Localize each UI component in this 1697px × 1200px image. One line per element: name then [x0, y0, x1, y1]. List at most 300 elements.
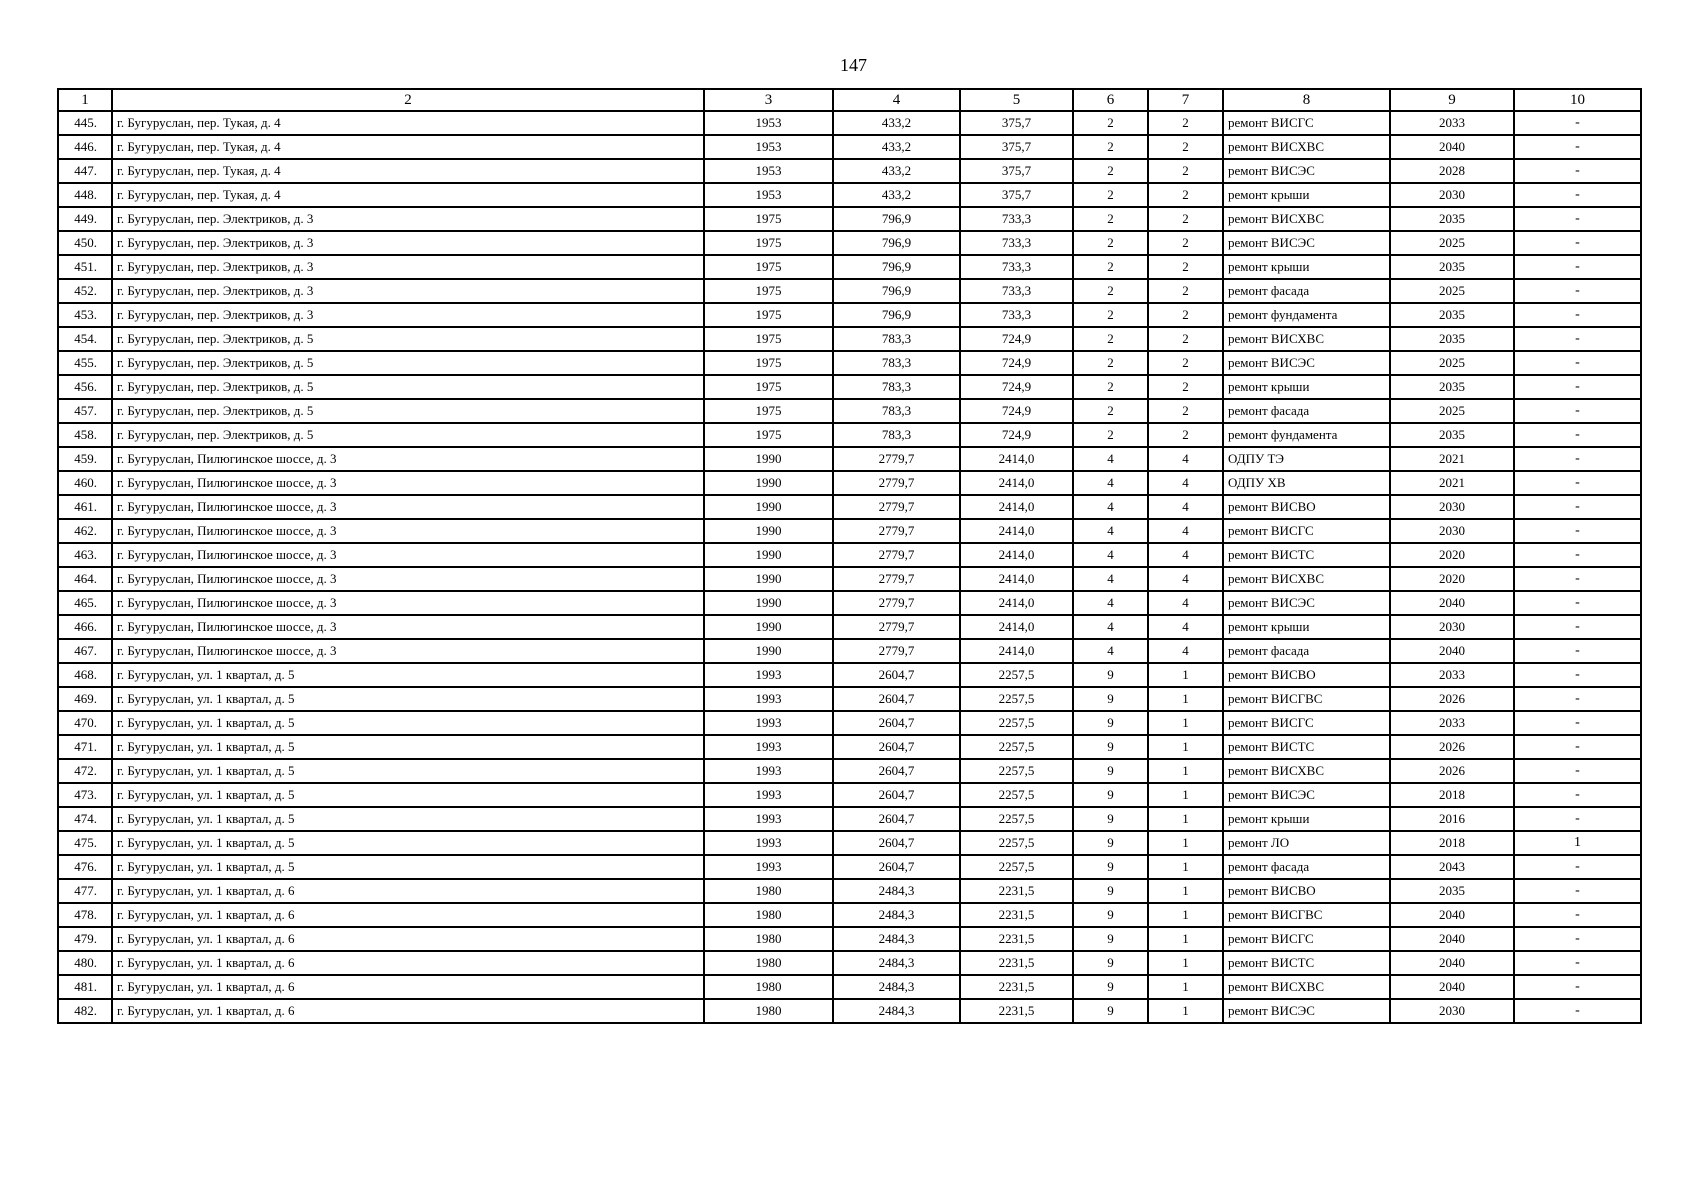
column-header-8: 8 — [1223, 89, 1390, 111]
cell-year-built: 1953 — [704, 135, 833, 159]
cell-value-10: - — [1514, 711, 1641, 735]
cell-work-type: ремонт ВИСЭС — [1223, 999, 1390, 1023]
cell-year-built: 1980 — [704, 975, 833, 999]
cell-living-area: 2257,5 — [960, 807, 1073, 831]
cell-floors: 9 — [1073, 687, 1148, 711]
cell-living-area: 2257,5 — [960, 735, 1073, 759]
cell-year-built: 1953 — [704, 183, 833, 207]
cell-planned-year: 2035 — [1390, 207, 1514, 231]
column-header-9: 9 — [1390, 89, 1514, 111]
cell-work-type: ремонт ВИСГС — [1223, 519, 1390, 543]
cell-year-built: 1990 — [704, 495, 833, 519]
cell-year-built: 1993 — [704, 735, 833, 759]
cell-row-number: 455. — [58, 351, 112, 375]
cell-address: г. Бугуруслан, пер. Электриков, д. 3 — [112, 303, 704, 327]
cell-value-10: - — [1514, 999, 1641, 1023]
table-body — [58, 111, 1641, 1023]
cell-work-type: ремонт ВИСЭС — [1223, 783, 1390, 807]
cell-planned-year: 2040 — [1390, 975, 1514, 999]
cell-work-type: ремонт фундамента — [1223, 303, 1390, 327]
cell-address: г. Бугуруслан, Пилюгинское шоссе, д. 3 — [112, 639, 704, 663]
cell-year-built: 1980 — [704, 903, 833, 927]
cell-year-built: 1975 — [704, 327, 833, 351]
cell-floors: 4 — [1073, 519, 1148, 543]
cell-floors: 4 — [1073, 615, 1148, 639]
cell-year-built: 1953 — [704, 111, 833, 135]
cell-work-type: ремонт ВИСГС — [1223, 711, 1390, 735]
cell-address: г. Бугуруслан, пер. Тукая, д. 4 — [112, 135, 704, 159]
cell-planned-year: 2020 — [1390, 543, 1514, 567]
cell-floors: 2 — [1073, 303, 1148, 327]
cell-address: г. Бугуруслан, пер. Тукая, д. 4 — [112, 159, 704, 183]
cell-living-area: 2231,5 — [960, 927, 1073, 951]
cell-entrances: 4 — [1148, 471, 1223, 495]
cell-living-area: 733,3 — [960, 279, 1073, 303]
cell-value-10: - — [1514, 951, 1641, 975]
cell-total-area: 783,3 — [833, 399, 960, 423]
cell-row-number: 451. — [58, 255, 112, 279]
table-row — [58, 807, 1641, 831]
cell-floors: 2 — [1073, 255, 1148, 279]
table-row — [58, 327, 1641, 351]
cell-total-area: 2604,7 — [833, 687, 960, 711]
cell-entrances: 2 — [1148, 327, 1223, 351]
cell-work-type: ремонт ВИСВО — [1223, 663, 1390, 687]
cell-work-type: ремонт ВИСВО — [1223, 879, 1390, 903]
table-row — [58, 663, 1641, 687]
cell-living-area: 2231,5 — [960, 879, 1073, 903]
cell-value-10: - — [1514, 687, 1641, 711]
table-row — [58, 303, 1641, 327]
cell-floors: 9 — [1073, 831, 1148, 855]
cell-address: г. Бугуруслан, ул. 1 квартал, д. 5 — [112, 831, 704, 855]
cell-planned-year: 2040 — [1390, 927, 1514, 951]
cell-value-10: - — [1514, 111, 1641, 135]
cell-planned-year: 2035 — [1390, 879, 1514, 903]
cell-planned-year: 2025 — [1390, 279, 1514, 303]
cell-address: г. Бугуруслан, ул. 1 квартал, д. 5 — [112, 663, 704, 687]
cell-floors: 9 — [1073, 663, 1148, 687]
cell-row-number: 456. — [58, 375, 112, 399]
cell-address: г. Бугуруслан, ул. 1 квартал, д. 6 — [112, 903, 704, 927]
table-row — [58, 591, 1641, 615]
cell-year-built: 1975 — [704, 231, 833, 255]
table-row — [58, 375, 1641, 399]
cell-planned-year: 2040 — [1390, 951, 1514, 975]
cell-row-number: 462. — [58, 519, 112, 543]
cell-work-type: ремонт крыши — [1223, 255, 1390, 279]
table-row — [58, 423, 1641, 447]
cell-value-10: - — [1514, 639, 1641, 663]
column-header-1: 1 — [58, 89, 112, 111]
cell-floors: 9 — [1073, 759, 1148, 783]
cell-work-type: ремонт фундамента — [1223, 423, 1390, 447]
cell-value-10: - — [1514, 375, 1641, 399]
cell-living-area: 375,7 — [960, 183, 1073, 207]
cell-work-type: ремонт ВИСГВС — [1223, 687, 1390, 711]
cell-total-area: 2779,7 — [833, 495, 960, 519]
cell-value-10: - — [1514, 975, 1641, 999]
cell-entrances: 1 — [1148, 807, 1223, 831]
cell-year-built: 1993 — [704, 855, 833, 879]
cell-address: г. Бугуруслан, Пилюгинское шоссе, д. 3 — [112, 543, 704, 567]
cell-year-built: 1975 — [704, 279, 833, 303]
cell-work-type: ремонт ВИСЭС — [1223, 231, 1390, 255]
cell-living-area: 2231,5 — [960, 951, 1073, 975]
cell-living-area: 724,9 — [960, 351, 1073, 375]
cell-address: г. Бугуруслан, Пилюгинское шоссе, д. 3 — [112, 519, 704, 543]
cell-year-built: 1975 — [704, 423, 833, 447]
cell-floors: 2 — [1073, 135, 1148, 159]
cell-value-10: - — [1514, 519, 1641, 543]
cell-floors: 9 — [1073, 999, 1148, 1023]
cell-total-area: 2604,7 — [833, 831, 960, 855]
cell-floors: 9 — [1073, 807, 1148, 831]
cell-entrances: 2 — [1148, 303, 1223, 327]
cell-year-built: 1990 — [704, 519, 833, 543]
cell-entrances: 1 — [1148, 831, 1223, 855]
cell-row-number: 480. — [58, 951, 112, 975]
cell-address: г. Бугуруслан, Пилюгинское шоссе, д. 3 — [112, 567, 704, 591]
table-row — [58, 111, 1641, 135]
table-row — [58, 783, 1641, 807]
cell-entrances: 1 — [1148, 927, 1223, 951]
cell-planned-year: 2021 — [1390, 471, 1514, 495]
cell-address: г. Бугуруслан, ул. 1 квартал, д. 5 — [112, 783, 704, 807]
cell-living-area: 724,9 — [960, 327, 1073, 351]
cell-work-type: ремонт ВИСГС — [1223, 927, 1390, 951]
cell-value-10: - — [1514, 543, 1641, 567]
cell-planned-year: 2035 — [1390, 255, 1514, 279]
cell-entrances: 2 — [1148, 231, 1223, 255]
table-row — [58, 831, 1641, 855]
cell-address: г. Бугуруслан, ул. 1 квартал, д. 5 — [112, 711, 704, 735]
cell-floors: 9 — [1073, 927, 1148, 951]
cell-total-area: 2779,7 — [833, 591, 960, 615]
cell-total-area: 433,2 — [833, 111, 960, 135]
cell-total-area: 796,9 — [833, 255, 960, 279]
table-row — [58, 711, 1641, 735]
cell-row-number: 460. — [58, 471, 112, 495]
cell-entrances: 1 — [1148, 759, 1223, 783]
cell-value-10: - — [1514, 591, 1641, 615]
cell-address: г. Бугуруслан, пер. Электриков, д. 5 — [112, 327, 704, 351]
cell-floors: 4 — [1073, 447, 1148, 471]
cell-row-number: 471. — [58, 735, 112, 759]
cell-planned-year: 2018 — [1390, 783, 1514, 807]
cell-value-10: - — [1514, 495, 1641, 519]
cell-value-10: - — [1514, 927, 1641, 951]
cell-planned-year: 2016 — [1390, 807, 1514, 831]
cell-year-built: 1975 — [704, 303, 833, 327]
cell-work-type: ОДПУ ХВ — [1223, 471, 1390, 495]
cell-year-built: 1975 — [704, 399, 833, 423]
cell-planned-year: 2035 — [1390, 327, 1514, 351]
cell-value-10: - — [1514, 255, 1641, 279]
cell-row-number: 468. — [58, 663, 112, 687]
table-row — [58, 447, 1641, 471]
cell-entrances: 1 — [1148, 999, 1223, 1023]
cell-living-area: 2414,0 — [960, 615, 1073, 639]
cell-work-type: ремонт ВИСЭС — [1223, 351, 1390, 375]
repair-schedule-table — [57, 88, 1642, 1024]
cell-row-number: 466. — [58, 615, 112, 639]
cell-row-number: 446. — [58, 135, 112, 159]
cell-year-built: 1975 — [704, 375, 833, 399]
cell-total-area: 783,3 — [833, 327, 960, 351]
cell-total-area: 2604,7 — [833, 759, 960, 783]
cell-entrances: 1 — [1148, 975, 1223, 999]
cell-floors: 2 — [1073, 423, 1148, 447]
cell-row-number: 452. — [58, 279, 112, 303]
cell-entrances: 2 — [1148, 207, 1223, 231]
cell-total-area: 796,9 — [833, 279, 960, 303]
cell-address: г. Бугуруслан, ул. 1 квартал, д. 5 — [112, 735, 704, 759]
cell-floors: 4 — [1073, 567, 1148, 591]
cell-total-area: 2484,3 — [833, 927, 960, 951]
table-row — [58, 879, 1641, 903]
cell-living-area: 733,3 — [960, 207, 1073, 231]
cell-living-area: 2231,5 — [960, 975, 1073, 999]
cell-value-10: - — [1514, 807, 1641, 831]
cell-work-type: ремонт фасада — [1223, 855, 1390, 879]
cell-planned-year: 2033 — [1390, 711, 1514, 735]
cell-row-number: 457. — [58, 399, 112, 423]
cell-floors: 2 — [1073, 399, 1148, 423]
table-row — [58, 615, 1641, 639]
cell-address: г. Бугуруслан, пер. Электриков, д. 3 — [112, 255, 704, 279]
cell-total-area: 2779,7 — [833, 543, 960, 567]
cell-total-area: 2484,3 — [833, 879, 960, 903]
cell-total-area: 2604,7 — [833, 783, 960, 807]
cell-planned-year: 2030 — [1390, 495, 1514, 519]
cell-row-number: 481. — [58, 975, 112, 999]
table-row — [58, 687, 1641, 711]
cell-address: г. Бугуруслан, ул. 1 квартал, д. 5 — [112, 807, 704, 831]
column-header-4: 4 — [833, 89, 960, 111]
cell-floors: 4 — [1073, 543, 1148, 567]
table-row — [58, 279, 1641, 303]
cell-planned-year: 2035 — [1390, 423, 1514, 447]
cell-address: г. Бугуруслан, ул. 1 квартал, д. 5 — [112, 759, 704, 783]
cell-entrances: 2 — [1148, 375, 1223, 399]
cell-address: г. Бугуруслан, пер. Электриков, д. 5 — [112, 375, 704, 399]
cell-planned-year: 2025 — [1390, 231, 1514, 255]
cell-row-number: 474. — [58, 807, 112, 831]
cell-work-type: ремонт ВИСТС — [1223, 735, 1390, 759]
cell-row-number: 467. — [58, 639, 112, 663]
cell-row-number: 465. — [58, 591, 112, 615]
cell-row-number: 449. — [58, 207, 112, 231]
table-row — [58, 855, 1641, 879]
cell-row-number: 479. — [58, 927, 112, 951]
cell-year-built: 1990 — [704, 471, 833, 495]
cell-value-10: - — [1514, 135, 1641, 159]
cell-total-area: 2779,7 — [833, 519, 960, 543]
cell-entrances: 1 — [1148, 903, 1223, 927]
cell-total-area: 2779,7 — [833, 447, 960, 471]
cell-year-built: 1990 — [704, 447, 833, 471]
cell-planned-year: 2021 — [1390, 447, 1514, 471]
cell-living-area: 2257,5 — [960, 759, 1073, 783]
cell-entrances: 2 — [1148, 255, 1223, 279]
cell-planned-year: 2030 — [1390, 183, 1514, 207]
cell-address: г. Бугуруслан, пер. Электриков, д. 5 — [112, 399, 704, 423]
cell-year-built: 1993 — [704, 711, 833, 735]
cell-total-area: 433,2 — [833, 183, 960, 207]
cell-work-type: ремонт крыши — [1223, 183, 1390, 207]
cell-total-area: 433,2 — [833, 159, 960, 183]
cell-row-number: 476. — [58, 855, 112, 879]
cell-value-10: - — [1514, 783, 1641, 807]
cell-living-area: 733,3 — [960, 303, 1073, 327]
cell-entrances: 2 — [1148, 399, 1223, 423]
cell-work-type: ремонт ЛО — [1223, 831, 1390, 855]
cell-address: г. Бугуруслан, Пилюгинское шоссе, д. 3 — [112, 447, 704, 471]
cell-entrances: 4 — [1148, 639, 1223, 663]
cell-row-number: 458. — [58, 423, 112, 447]
column-header-10: 10 — [1514, 89, 1641, 111]
table-row — [58, 543, 1641, 567]
cell-year-built: 1990 — [704, 639, 833, 663]
cell-total-area: 2604,7 — [833, 663, 960, 687]
cell-year-built: 1993 — [704, 831, 833, 855]
cell-entrances: 1 — [1148, 663, 1223, 687]
cell-year-built: 1993 — [704, 687, 833, 711]
cell-row-number: 461. — [58, 495, 112, 519]
cell-address: г. Бугуруслан, пер. Тукая, д. 4 — [112, 111, 704, 135]
cell-floors: 9 — [1073, 735, 1148, 759]
page-number: 147 — [840, 55, 867, 75]
cell-work-type: ремонт ВИСХВС — [1223, 759, 1390, 783]
table-row — [58, 471, 1641, 495]
table-row — [58, 231, 1641, 255]
cell-living-area: 2257,5 — [960, 783, 1073, 807]
table-row — [58, 159, 1641, 183]
cell-address: г. Бугуруслан, ул. 1 квартал, д. 5 — [112, 855, 704, 879]
cell-year-built: 1975 — [704, 255, 833, 279]
cell-value-10: - — [1514, 735, 1641, 759]
cell-address: г. Бугуруслан, ул. 1 квартал, д. 6 — [112, 999, 704, 1023]
cell-work-type: ОДПУ ТЭ — [1223, 447, 1390, 471]
cell-value-10: - — [1514, 303, 1641, 327]
cell-planned-year: 2018 — [1390, 831, 1514, 855]
cell-work-type: ремонт ВИСТС — [1223, 543, 1390, 567]
cell-entrances: 2 — [1148, 159, 1223, 183]
cell-entrances: 4 — [1148, 495, 1223, 519]
cell-total-area: 2779,7 — [833, 567, 960, 591]
cell-entrances: 2 — [1148, 279, 1223, 303]
cell-total-area: 2604,7 — [833, 711, 960, 735]
cell-year-built: 1993 — [704, 759, 833, 783]
cell-value-10: - — [1514, 327, 1641, 351]
cell-year-built: 1980 — [704, 999, 833, 1023]
table-row — [58, 735, 1641, 759]
cell-year-built: 1975 — [704, 351, 833, 375]
cell-total-area: 783,3 — [833, 423, 960, 447]
cell-row-number: 475. — [58, 831, 112, 855]
table-row — [58, 207, 1641, 231]
cell-value-10: - — [1514, 207, 1641, 231]
cell-value-10: - — [1514, 423, 1641, 447]
cell-row-number: 447. — [58, 159, 112, 183]
cell-work-type: ремонт ВИСХВС — [1223, 135, 1390, 159]
cell-value-10: - — [1514, 471, 1641, 495]
cell-total-area: 2779,7 — [833, 615, 960, 639]
cell-planned-year: 2020 — [1390, 567, 1514, 591]
cell-living-area: 2414,0 — [960, 567, 1073, 591]
cell-planned-year: 2026 — [1390, 687, 1514, 711]
cell-floors: 9 — [1073, 879, 1148, 903]
cell-address: г. Бугуруслан, пер. Тукая, д. 4 — [112, 183, 704, 207]
column-header-6: 6 — [1073, 89, 1148, 111]
table-row — [58, 519, 1641, 543]
table-row — [58, 927, 1641, 951]
cell-entrances: 4 — [1148, 567, 1223, 591]
cell-address: г. Бугуруслан, Пилюгинское шоссе, д. 3 — [112, 495, 704, 519]
cell-living-area: 2231,5 — [960, 903, 1073, 927]
cell-address: г. Бугуруслан, Пилюгинское шоссе, д. 3 — [112, 471, 704, 495]
cell-entrances: 4 — [1148, 615, 1223, 639]
cell-total-area: 2484,3 — [833, 903, 960, 927]
cell-planned-year: 2025 — [1390, 351, 1514, 375]
cell-planned-year: 2028 — [1390, 159, 1514, 183]
cell-address: г. Бугуруслан, пер. Электриков, д. 3 — [112, 279, 704, 303]
cell-living-area: 375,7 — [960, 111, 1073, 135]
cell-row-number: 453. — [58, 303, 112, 327]
cell-total-area: 2604,7 — [833, 807, 960, 831]
cell-living-area: 2414,0 — [960, 519, 1073, 543]
cell-value-10: - — [1514, 879, 1641, 903]
cell-work-type: ремонт фасада — [1223, 399, 1390, 423]
cell-year-built: 1990 — [704, 591, 833, 615]
cell-work-type: ремонт ВИСХВС — [1223, 327, 1390, 351]
cell-total-area: 2484,3 — [833, 951, 960, 975]
cell-row-number: 450. — [58, 231, 112, 255]
column-header-3: 3 — [704, 89, 833, 111]
cell-floors: 4 — [1073, 639, 1148, 663]
table-row — [58, 975, 1641, 999]
cell-address: г. Бугуруслан, ул. 1 квартал, д. 6 — [112, 951, 704, 975]
cell-entrances: 1 — [1148, 783, 1223, 807]
table-row — [58, 903, 1641, 927]
cell-planned-year: 2040 — [1390, 135, 1514, 159]
cell-value-10: - — [1514, 855, 1641, 879]
cell-living-area: 2414,0 — [960, 447, 1073, 471]
cell-floors: 9 — [1073, 975, 1148, 999]
table-row — [58, 999, 1641, 1023]
cell-value-10: - — [1514, 399, 1641, 423]
cell-work-type: ремонт фасада — [1223, 279, 1390, 303]
cell-planned-year: 2025 — [1390, 399, 1514, 423]
cell-living-area: 375,7 — [960, 159, 1073, 183]
cell-living-area: 2231,5 — [960, 999, 1073, 1023]
cell-value-10: - — [1514, 183, 1641, 207]
cell-total-area: 783,3 — [833, 351, 960, 375]
table-row — [58, 759, 1641, 783]
cell-floors: 9 — [1073, 951, 1148, 975]
cell-year-built: 1980 — [704, 879, 833, 903]
cell-floors: 2 — [1073, 183, 1148, 207]
cell-entrances: 4 — [1148, 447, 1223, 471]
header-row — [58, 89, 1641, 111]
table-row — [58, 567, 1641, 591]
cell-floors: 9 — [1073, 711, 1148, 735]
cell-row-number: 448. — [58, 183, 112, 207]
cell-floors: 9 — [1073, 903, 1148, 927]
cell-work-type: ремонт ВИСВО — [1223, 495, 1390, 519]
table-row — [58, 351, 1641, 375]
